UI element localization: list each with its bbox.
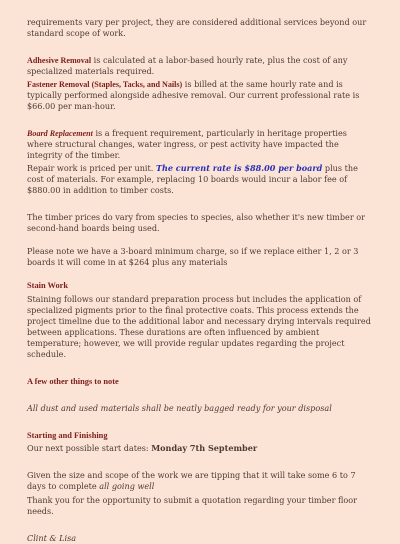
adhesive-removal-text: is calculated at a labor-based hourly rate, plus the cost of any specialized materials required.: [27, 55, 348, 76]
intro-paragraph-end: requirements vary per project, they are considered additional services beyond our standard scope of work.: [27, 17, 367, 38]
repair-pricing-paragraph: [27, 163, 373, 196]
other-notes-heading: A few other things to note: [27, 377, 119, 386]
duration-italic: all going well: [99, 481, 155, 491]
signature: Clint & Lisa: [27, 533, 77, 543]
start-date-value: Monday 7th September: [151, 443, 258, 453]
fastener-removal-paragraph: [27, 79, 373, 112]
fastener-removal-term: Fastener Removal (Staples, Tacks, and Nails): [27, 80, 183, 89]
repair-pricing-post: plus the cost of materials. For example, replacing 10 boards would incur a labor fee of $880.00 in addition to timber costs.: [27, 163, 358, 195]
board-replacement-term: Board Replacement: [27, 129, 93, 138]
starting-finishing-heading: Starting and Finishing: [27, 431, 108, 440]
stain-work-paragraph: Staining follows our standard preparation process but includes the application of specialized pigments prior to the final protective coats. This process extends the project timeline due to the additional labor and necessary drying intervals required between applications. These durations are often influenced by ambient temperature; however, we will provide regular updates regarding the project schedule.: [27, 294, 371, 359]
start-dates-line: [27, 443, 373, 454]
minimum-charge-paragraph: Please note we have a 3-board minimum charge, so if we replace either 1, 2 or 3 boards it will come in at $264 plus any materials: [27, 246, 359, 267]
start-dates-label: Our next possible start dates:: [27, 443, 152, 453]
repair-pricing-pre: Repair work is priced per unit.: [27, 163, 156, 173]
duration-text: Given the size and scope of the work we are tipping that it will take some 6 to 7 days to complete: [27, 470, 356, 491]
fastener-removal-text: is billed at the same hourly rate and is typically performed alongside adhesive removal. Our current professional rate is $66.00 per man-hour.: [27, 79, 360, 111]
adhesive-removal-term: Adhesive Removal: [27, 56, 92, 65]
board-replacement-text: is a frequent requirement, particularly in heritage properties where structural changes, water ingress, or pest activity have impacted the integrity of the timber.: [27, 128, 347, 160]
dust-note: All dust and used materials shall be neatly bagged ready for your disposal: [27, 403, 332, 413]
board-rate-highlight: The current rate is $88.00 per board: [155, 163, 323, 173]
timber-prices-paragraph: The timber prices do vary from species to species, also whether it's new timber or second-hand boards being used.: [27, 212, 366, 233]
board-replacement-paragraph: [27, 128, 373, 161]
adhesive-removal-paragraph: [27, 55, 373, 77]
duration-paragraph: [27, 470, 373, 492]
stain-work-heading: Stain Work: [27, 281, 69, 290]
thanks-paragraph: Thank you for the opportunity to submit a quotation regarding your timber floor needs.: [27, 495, 358, 516]
